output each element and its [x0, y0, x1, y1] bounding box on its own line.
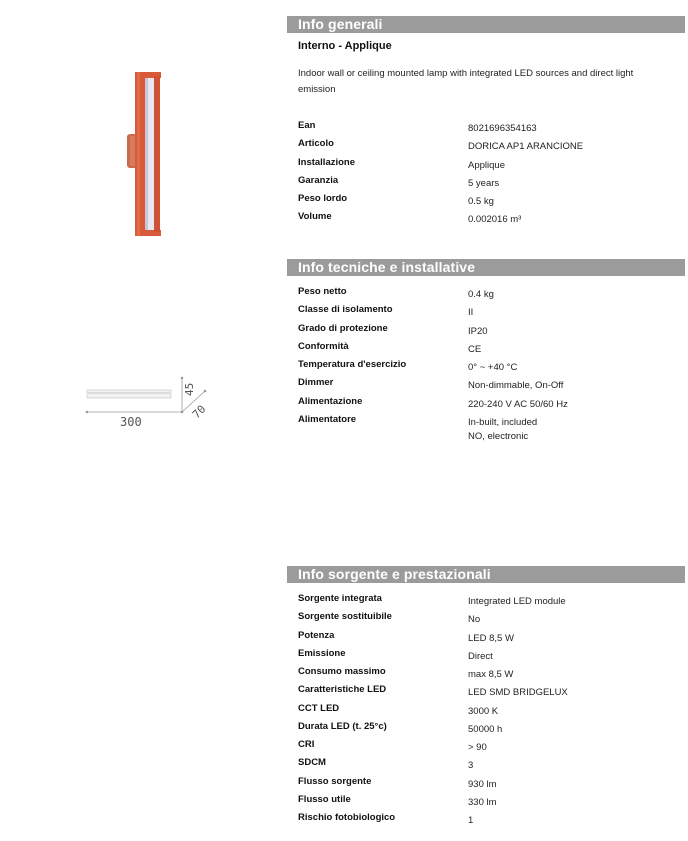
spec-row	[298, 776, 678, 794]
spec-label: Garanzia	[298, 174, 339, 186]
lamp-outline	[87, 390, 171, 398]
section-source	[287, 566, 685, 836]
spec-row	[298, 721, 678, 739]
spec-value: 220-240 V AC 50/60 Hz	[468, 398, 568, 410]
spec-value: CE	[468, 343, 482, 355]
spec-value: 0.002016 m³	[468, 214, 522, 226]
spec-label: Sorgente sostituibile	[298, 611, 392, 623]
spec-label: Classe di isolamento	[298, 304, 393, 316]
spec-value: LED 8,5 W	[468, 632, 514, 644]
spec-value-line: NO, electronic	[468, 430, 529, 442]
spec-value: Direct	[468, 650, 493, 662]
spec-label: Consumo massimo	[298, 666, 386, 677]
spec-label: Articolo	[298, 138, 334, 150]
depth-label: 70	[189, 402, 209, 422]
spec-value: 50000 h	[468, 723, 503, 735]
spec-row	[298, 630, 678, 648]
spec-row	[298, 138, 678, 156]
spec-value: 8021696354163	[468, 123, 537, 134]
spec-label: Alimentazione	[298, 395, 363, 407]
spec-row	[298, 648, 678, 666]
spec-row	[298, 175, 678, 193]
spec-label: CCT LED	[298, 702, 340, 714]
spec-label: Caratteristiche LED	[298, 684, 387, 696]
spec-row	[298, 157, 678, 175]
spec-row	[298, 794, 678, 812]
width-label: 300	[120, 415, 142, 429]
spec-label: Durata LED (t. 25°c)	[298, 720, 387, 732]
spec-value: max 8,5 W	[468, 669, 514, 680]
spec-label: Rischio fotobiologico	[298, 812, 396, 823]
section-header-general: Info generali	[287, 16, 685, 33]
spec-row	[298, 304, 678, 322]
product-image	[108, 70, 168, 238]
spec-value: IP20	[468, 325, 488, 337]
spec-label: CRI	[298, 739, 315, 750]
source-spec-list	[298, 593, 678, 830]
spec-value: 0° ~ +40 °C	[468, 362, 518, 373]
spec-value: 930 lm	[468, 778, 497, 790]
dimension-drawing	[78, 372, 218, 430]
spec-row	[298, 211, 678, 229]
spec-value	[468, 416, 537, 444]
spec-value: 330 lm	[468, 796, 497, 808]
spec-value: No	[468, 614, 481, 626]
spec-row	[298, 703, 678, 721]
spec-row	[298, 341, 678, 359]
spec-label: Emissione	[298, 647, 346, 659]
spec-row	[298, 286, 678, 304]
spec-value: > 90	[468, 742, 487, 753]
spec-label: Peso netto	[298, 286, 347, 297]
spec-value: Non-dimmable, On-Off	[468, 380, 564, 392]
spec-label: Volume	[298, 211, 332, 223]
spec-label: Sorgente integrata	[298, 593, 382, 604]
spec-value-line: In-built, included	[468, 416, 538, 428]
section-header-source: Info sorgente e prestazionali	[287, 566, 685, 583]
spec-value: LED SMD BRIDGELUX	[468, 687, 568, 699]
spec-row	[298, 359, 678, 377]
spec-label: Potenza	[298, 629, 335, 641]
spec-row	[298, 323, 678, 341]
spec-label: Flusso sorgente	[298, 775, 372, 787]
spec-row	[298, 684, 678, 702]
spec-row	[298, 593, 678, 611]
spec-label: Alimentatore	[298, 413, 357, 425]
spec-value: Applique	[468, 159, 505, 171]
spec-row	[298, 193, 678, 211]
spec-row	[298, 377, 678, 395]
spec-value: 5 years	[468, 177, 500, 189]
spec-value: DORICA AP1 ARANCIONE	[468, 141, 584, 153]
spec-row	[298, 611, 678, 629]
spec-label: Ean	[298, 120, 316, 131]
spec-value: 0.4 kg	[468, 289, 494, 300]
spec-value: 0.5 kg	[468, 196, 494, 207]
section-header-technical: Info tecniche e installative	[287, 259, 685, 276]
spec-label: Flusso utile	[298, 793, 351, 805]
spec-row	[298, 396, 678, 414]
spec-row	[298, 739, 678, 757]
spec-label: Conformità	[298, 340, 349, 352]
spec-label: Peso lordo	[298, 193, 348, 204]
spec-label: Grado di protezione	[298, 322, 388, 334]
product-category: Interno - Applique	[298, 40, 392, 52]
technical-spec-list	[298, 286, 678, 450]
spec-row	[298, 812, 678, 830]
spec-value: 1	[468, 815, 474, 826]
general-spec-list	[298, 120, 678, 230]
spec-label: Installazione	[298, 156, 356, 168]
spec-value: II	[468, 307, 474, 319]
spec-row	[298, 414, 678, 450]
spec-row	[298, 120, 678, 138]
section-general	[287, 16, 685, 236]
spec-label: Dimmer	[298, 377, 334, 389]
section-technical	[287, 259, 685, 449]
product-description: Indoor wall or ceiling mounted lamp with integrated LED sources and direct light emission	[298, 68, 634, 95]
spec-value: 3000 K	[468, 705, 499, 717]
spec-value: Integrated LED module	[468, 596, 566, 607]
wall-lamp-illustration	[108, 70, 168, 238]
spec-label: Temperatura d'esercizio	[298, 359, 407, 370]
spec-label: SDCM	[298, 757, 326, 769]
spec-row	[298, 757, 678, 775]
spec-value: 3	[468, 760, 474, 772]
height-label: 45	[183, 382, 196, 396]
spec-row	[298, 666, 678, 684]
